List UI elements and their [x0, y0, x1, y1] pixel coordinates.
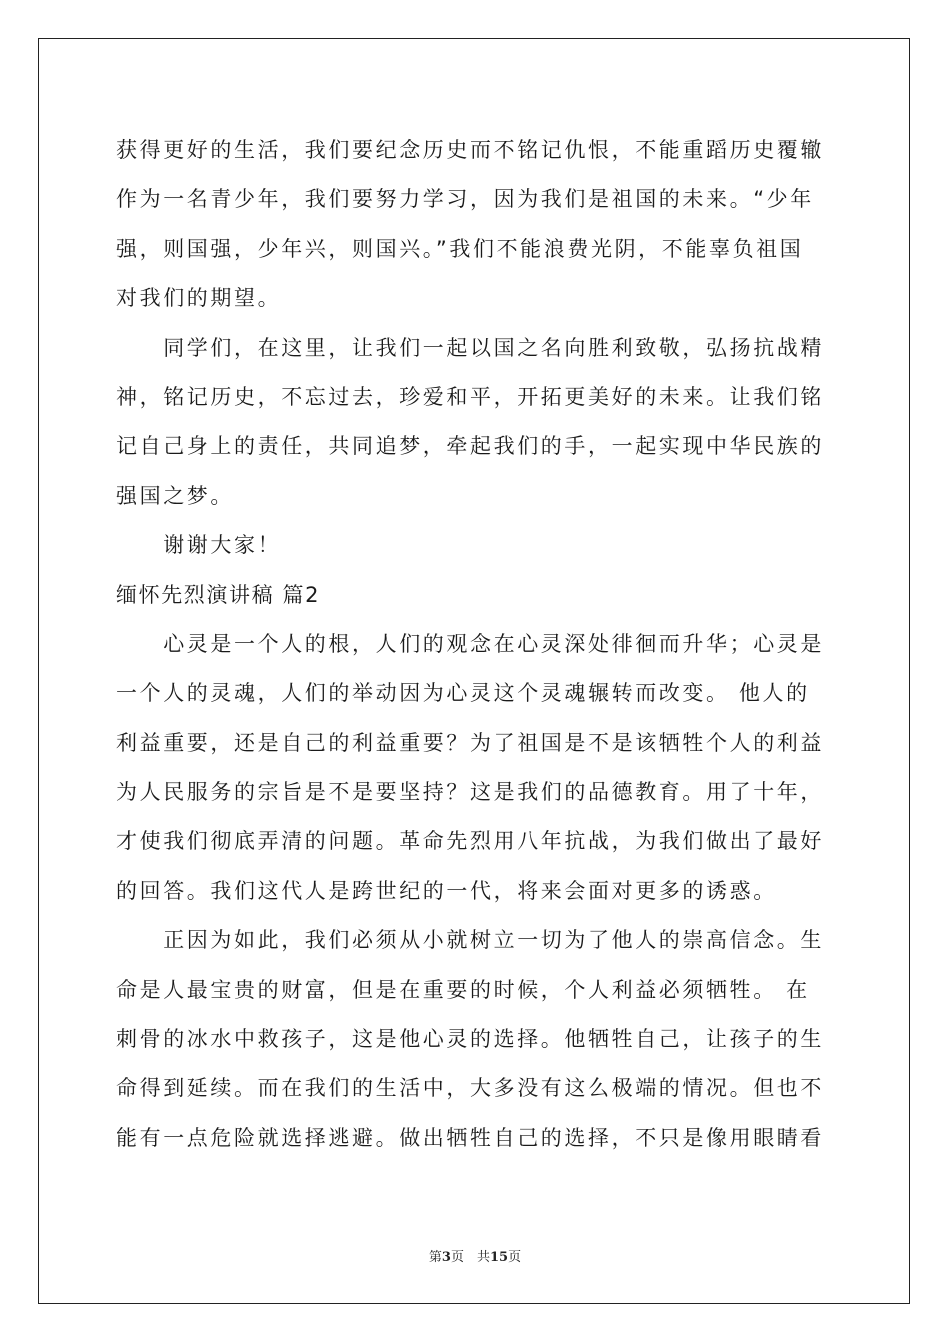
text-line: 强国之梦。: [116, 483, 234, 508]
text-line: 正因为如此，我们必须从小就树立一切为了他人的崇高信念。生: [116, 928, 824, 953]
page-footer: [0, 1246, 950, 1265]
footer-middle: 页 共: [450, 1250, 490, 1265]
text-line: 作为一名青少年，我们要努力学习，因为我们是祖国的未来。“少年: [116, 187, 814, 212]
text-line: 刺骨的冰水中救孩子，这是他心灵的选择。他牺牲自己，让孩子的生: [116, 1027, 824, 1052]
text-line: 能有一点危险就选择逃避。做出牺牲自己的选择，不只是像用眼睛看: [116, 1125, 824, 1150]
text-line: 神，铭记历史，不忘过去，珍爱和平，开拓更美好的未来。让我们铭: [116, 384, 824, 409]
section-heading: 缅怀先烈演讲稿 篇2: [116, 582, 321, 607]
text-line: 利益重要，还是自己的利益重要？为了祖国是不是该牺牲个人的利益: [116, 730, 824, 755]
text-line: 才使我们彻底弄清的问题。革命先烈用八年抗战，为我们做出了最好: [116, 829, 824, 854]
text-line: 命得到延续。而在我们的生活中，大多没有这么极端的情况。但也不: [116, 1076, 824, 1101]
text-line: 对我们的期望。: [116, 286, 282, 311]
text-line: 为人民服务的宗旨是不是要坚持？这是我们的品德教育。用了十年，: [116, 780, 824, 805]
page-total: 15: [489, 1250, 509, 1265]
footer-suffix: 页: [508, 1250, 522, 1265]
footer-prefix: 第: [428, 1250, 442, 1265]
text-line: 谢谢大家！: [116, 533, 282, 558]
text-line: 强，则国强，少年兴，则国兴。”我们不能浪费光阴，不能辜负祖国: [116, 236, 804, 261]
text-line: 一个人的灵魂，人们的举动因为心灵这个灵魂辗转而改变。 他人的: [116, 681, 810, 706]
text-line: 获得更好的生活，我们要纪念历史而不铭记仇恨，不能重蹈历史覆辙: [116, 138, 824, 162]
text-line: 记自己身上的责任，共同追梦，牵起我们的手，一起实现中华民族的: [116, 434, 824, 459]
text-line: 同学们，在这里，让我们一起以国之名向胜利致敬，弘扬抗战精: [116, 335, 824, 360]
text-line: 心灵是一个人的根，人们的观念在心灵深处徘徊而升华；心灵是: [116, 631, 824, 656]
text-line: 的回答。我们这代人是跨世纪的一代，将来会面对更多的诱惑。: [116, 878, 777, 903]
document-body: [116, 126, 836, 1163]
text-line: 命是人最宝贵的财富，但是在重要的时候，个人利益必须牺牲。 在: [116, 977, 810, 1002]
page-number: 3: [441, 1250, 451, 1265]
